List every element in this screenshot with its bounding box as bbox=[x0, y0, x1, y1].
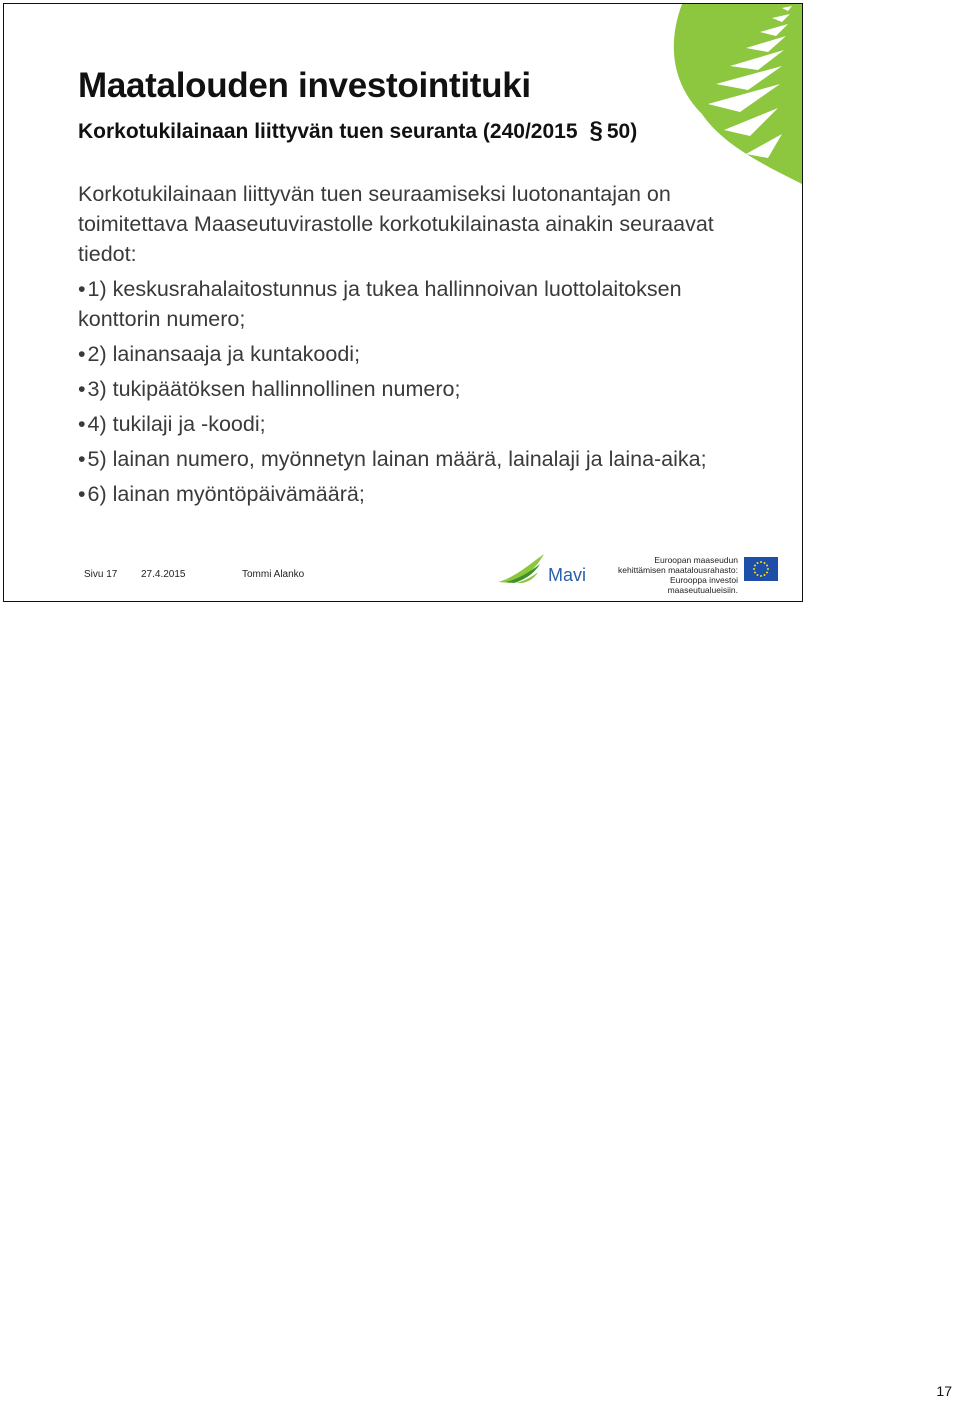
mavi-logo bbox=[496, 552, 592, 584]
bullet-icon: • bbox=[78, 447, 86, 471]
required-info-list bbox=[78, 274, 758, 514]
list-item-text: 2) lainansaaja ja kuntakoodi; bbox=[87, 342, 361, 366]
list-item-text: 5) lainan numero, myönnetyn lainan määrä, lainalaji ja laina-aika; bbox=[87, 447, 707, 471]
slide-subtitle bbox=[78, 117, 637, 145]
subtitle-section-number: 50) bbox=[606, 120, 638, 143]
list-item bbox=[78, 479, 758, 509]
list-item-text: 3) tukipäätöksen hallinnollinen numero; bbox=[87, 377, 461, 401]
list-item-text: 1) keskusrahalaitostunnus ja tukea hallinnoivan luottolaitoksen konttorin numero; bbox=[78, 277, 682, 331]
subtitle-text: Korkotukilainaan liittyvän tuen seuranta (240/2015 bbox=[78, 120, 578, 143]
list-item bbox=[78, 444, 758, 474]
bullet-icon: • bbox=[78, 342, 86, 366]
bullet-icon: • bbox=[78, 377, 86, 401]
list-item-text: 4) tukilaji ja -koodi; bbox=[87, 412, 266, 436]
eu-flag-icon bbox=[744, 557, 778, 581]
bullet-icon: • bbox=[78, 277, 86, 301]
footer-date: 27.4.2015 bbox=[141, 569, 186, 580]
fern-leaf-decoration bbox=[612, 4, 802, 204]
eu-text-line: Euroopan maaseudun bbox=[654, 555, 738, 565]
list-item bbox=[78, 274, 758, 334]
slide bbox=[3, 3, 803, 602]
section-sign: § bbox=[589, 117, 603, 144]
page-number: 17 bbox=[936, 1383, 952, 1399]
bullet-icon: • bbox=[78, 482, 86, 506]
eu-text-line: Eurooppa investoi maaseutualueisiin. bbox=[667, 575, 738, 595]
list-item bbox=[78, 374, 758, 404]
footer-page-label: Sivu 17 bbox=[84, 569, 118, 580]
intro-paragraph: Korkotukilainaan liittyvän tuen seuraamiseksi luotonantajan on toimitettava Maaseutuvirastolle korkotukilainasta ainakin seuraavat tiedot: bbox=[78, 182, 714, 266]
slide-title: Maatalouden investointituki bbox=[78, 66, 531, 105]
mavi-logo-text: Mavi bbox=[548, 565, 587, 584]
footer-author: Tommi Alanko bbox=[242, 569, 305, 580]
eu-text-line: kehittämisen maatalousrahasto: bbox=[617, 565, 738, 575]
list-item bbox=[78, 409, 758, 439]
bullet-icon: • bbox=[78, 412, 86, 436]
eu-fund-text bbox=[602, 555, 738, 595]
list-item-text: 6) lainan myöntöpäivämäärä; bbox=[87, 482, 365, 506]
list-item bbox=[78, 339, 758, 369]
